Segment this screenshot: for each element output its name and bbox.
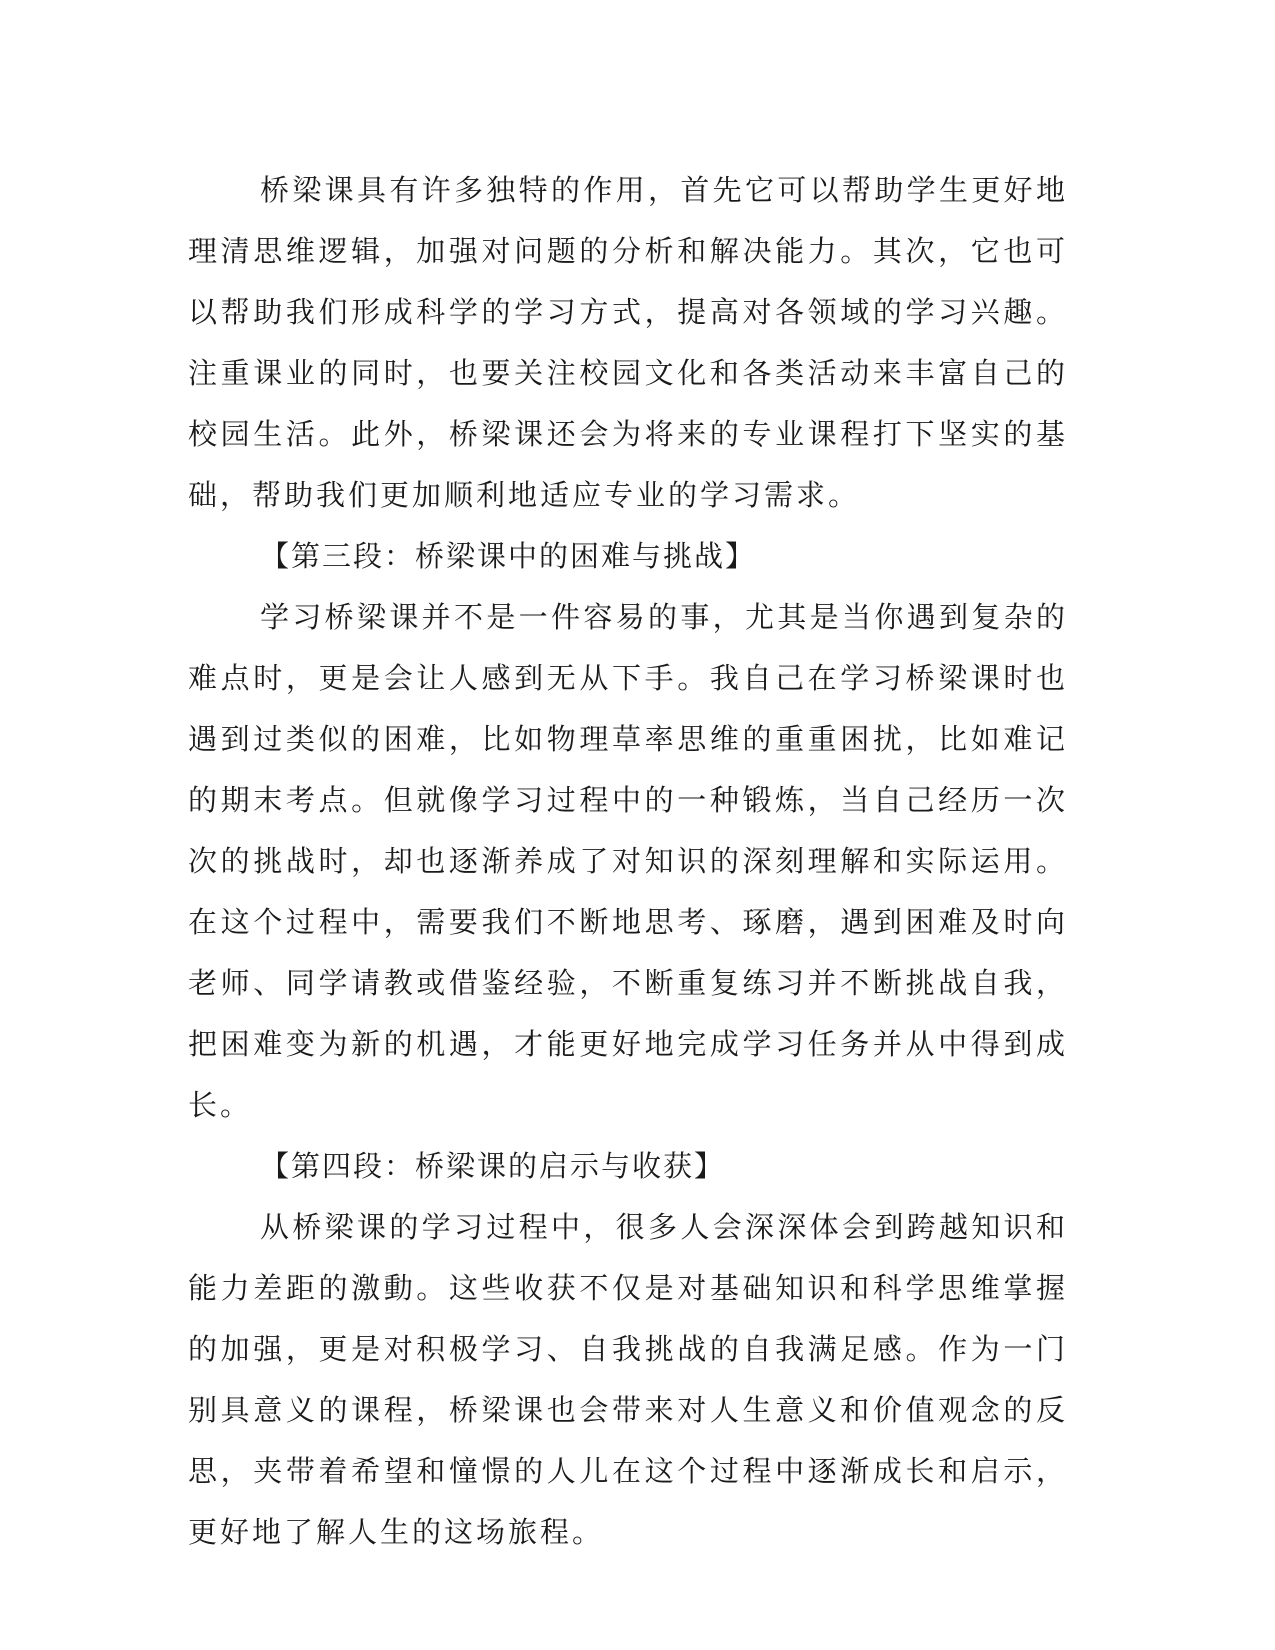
document-body	[188, 160, 1068, 1563]
section-heading-4: 【第四段：桥梁课的启示与收获】	[260, 1149, 726, 1183]
paragraph-difficulties-challenges: 学习桥梁课并不是一件容易的事，尤其是当你遇到复杂的难点时，更是会让人感到无从下手。我自己在学习桥梁课时也遇到过类似的困难，比如物理草率思维的重重困扰，比如难记的期末考点。但就像学习过程中的一种锻炼，当自己经历一次次的挑战时，却也逐渐养成了对知识的深刻理解和实际运用。在这个过程中，需要我们不断地思考、琢磨，遇到困难及时向老师、同学请教或借鉴经验，不断重复练习并不断挑战自我，把困难变为新的机遇，才能更好地完成学习任务并从中得到成长。	[188, 600, 1068, 1122]
section-heading-3: 【第三段：桥梁课中的困难与挑战】	[260, 539, 757, 573]
paragraph-bridge-course-roles: 桥梁课具有许多独特的作用，首先它可以帮助学生更好地理清思维逻辑，加强对问题的分析和解决能力。其次，它也可以帮助我们形成科学的学习方式，提高对各领域的学习兴趣。注重课业的同时，也要关注校园文化和各类活动来丰富自己的校园生活。此外，桥梁课还会为将来的专业课程打下坚实的基础，帮助我们更加顺利地适应专业的学习需求。	[188, 173, 1068, 512]
paragraph-insights-gains: 从桥梁课的学习过程中，很多人会深深体会到跨越知识和能力差距的激動。这些收获不仅是对基础知识和科学思维掌握的加强，更是对积极学习、自我挑战的自我满足感。作为一门别具意义的课程，桥梁课也会带来对人生意义和价值观念的反思，夹带着希望和憧憬的人儿在这个过程中逐渐成长和启示，更好地了解人生的这场旅程。	[188, 1210, 1068, 1549]
